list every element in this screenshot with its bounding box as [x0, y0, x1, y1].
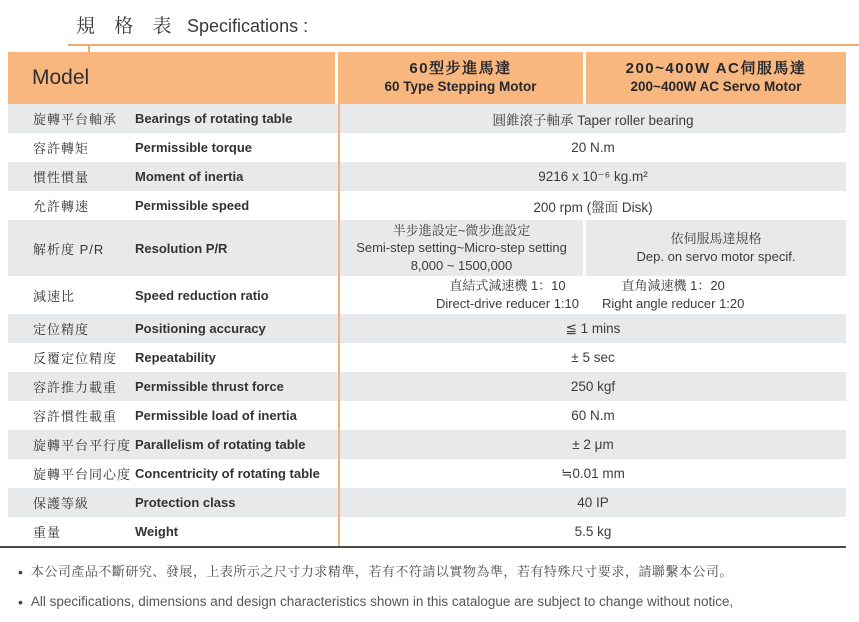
row-value: ± 2 μm [572, 437, 614, 452]
row-value: 圓錐滾子軸承 Taper roller bearing [492, 112, 694, 128]
table-bottom-border [0, 546, 846, 548]
row-value: 40 IP [577, 495, 609, 510]
table-row-inertia [8, 162, 846, 191]
row-label-zh: 慣性慣量 [33, 170, 90, 185]
table-row-repeatability [8, 343, 846, 372]
row-value: 9216 x 10⁻⁶ kg.m² [538, 168, 648, 184]
row-label-en: Permissible torque [135, 140, 253, 155]
row-label-zh: 旋轉平台同心度 [33, 467, 132, 482]
table-row-positioning-accuracy [8, 314, 846, 343]
title-underline [68, 44, 859, 46]
table-row-bearings [8, 104, 846, 133]
header-stepping-motor-zh: 60型步進馬達 [409, 60, 512, 78]
header-servo-motor-zh: 200~400W AC伺服馬達 [625, 60, 807, 78]
row-label-en: Bearings of rotating table [135, 111, 293, 126]
row-label-zh: 保護等級 [33, 496, 90, 511]
row-label-zh: 容許慣性載重 [33, 409, 118, 424]
row-label-en: Weight [135, 524, 179, 539]
specifications-table [8, 52, 846, 548]
row-value-servo: 依伺服馬達規格 Dep. on servo motor specif. [636, 231, 796, 264]
row-label-en: Parallelism of rotating table [135, 437, 306, 452]
row-label-zh: 容許轉矩 [33, 141, 90, 156]
table-row-torque [8, 133, 846, 162]
header-servo-motor-en: 200~400W AC Servo Motor [630, 78, 802, 94]
row-value-stepping: 直結式減速機 1：10 Direct-drive reducer 1:10 [435, 278, 579, 311]
row-value: 5.5 kg [574, 524, 612, 539]
row-value: ≒0.01 mm [561, 465, 625, 481]
row-label-zh: 容許推力載重 [33, 380, 118, 395]
row-label-en: Resolution P/R [135, 240, 228, 256]
row-value: 250 kgf [570, 379, 616, 394]
row-value: ± 5 sec [571, 350, 615, 365]
footer-notes [18, 563, 848, 622]
row-label-zh: 允許轉速 [33, 199, 90, 214]
row-label-en: Concentricity of rotating table [135, 466, 320, 481]
row-label-zh: 定位精度 [33, 322, 90, 337]
table-row-reduction-ratio [8, 276, 846, 314]
table-row-thrust-force [8, 372, 846, 401]
row-value-stepping: 半步進設定~微步進設定 Semi-step setting~Micro-step setting 8,000 ~ 1500,000 [356, 222, 567, 273]
table-row-weight [8, 517, 846, 546]
table-row-speed [8, 191, 846, 220]
table-row-resolution [8, 220, 846, 276]
row-label-zh: 重量 [33, 525, 62, 540]
page-title-chinese: 規 格 表 [76, 16, 179, 37]
row-label-en: Moment of inertia [135, 169, 244, 184]
header-servo-motor-cell [586, 52, 846, 104]
table-header-row [8, 52, 846, 104]
row-label-zh: 旋轉平台平行度 [33, 438, 132, 453]
table-row-protection-class [8, 488, 846, 517]
row-label-zh: 解析度 P/R [33, 241, 105, 257]
row-label-en: Permissible speed [135, 198, 250, 213]
row-value-servo: 直角減速機 1：20 Right angle reducer 1:20 [602, 278, 745, 311]
row-label-en: Positioning accuracy [135, 321, 266, 336]
row-label-zh: 反覆定位精度 [33, 351, 118, 366]
row-label-zh: 旋轉平台軸承 [33, 112, 118, 127]
table-row-parallelism [8, 430, 846, 459]
table-row-load-of-inertia [8, 401, 846, 430]
note-chinese [18, 563, 848, 583]
page-title-english: Specifications : [187, 16, 309, 36]
row-label-en: Protection class [135, 495, 236, 510]
header-stepping-motor-en: 60 Type Stepping Motor [384, 78, 537, 94]
row-label-en: Permissible thrust force [135, 379, 284, 394]
table-body [8, 104, 846, 546]
row-value: ≦ 1 mins [565, 320, 621, 336]
bullet-icon: • [18, 593, 23, 610]
table-row-concentricity [8, 459, 846, 488]
header-model-cell: Model [8, 52, 335, 104]
row-label-en: Permissible load of inertia [135, 408, 297, 423]
note-chinese-text: 本公司產品不斷研究、發展，上表所示之尺寸力求精準，若有不符請以實物為準，若有特殊尺寸要求，請聯繫本公司。 [30, 564, 733, 579]
row-label-zh: 減速比 [33, 288, 76, 304]
note-english [18, 593, 848, 613]
bullet-icon: • [18, 564, 23, 580]
row-value: 200 rpm (盤面 Disk) [533, 199, 653, 215]
note-english-text: All specifications, dimensions and design characteristics shown in this catalogue are subject to change without notice, [30, 593, 734, 609]
row-label-en: Repeatability [135, 350, 216, 365]
label-value-divider [338, 104, 340, 546]
row-value: 60 N.m [571, 408, 615, 423]
row-value: 20 N.m [571, 140, 615, 155]
row-label-en: Speed reduction ratio [135, 287, 269, 303]
header-stepping-motor-cell [338, 52, 583, 104]
page-title [76, 11, 308, 38]
